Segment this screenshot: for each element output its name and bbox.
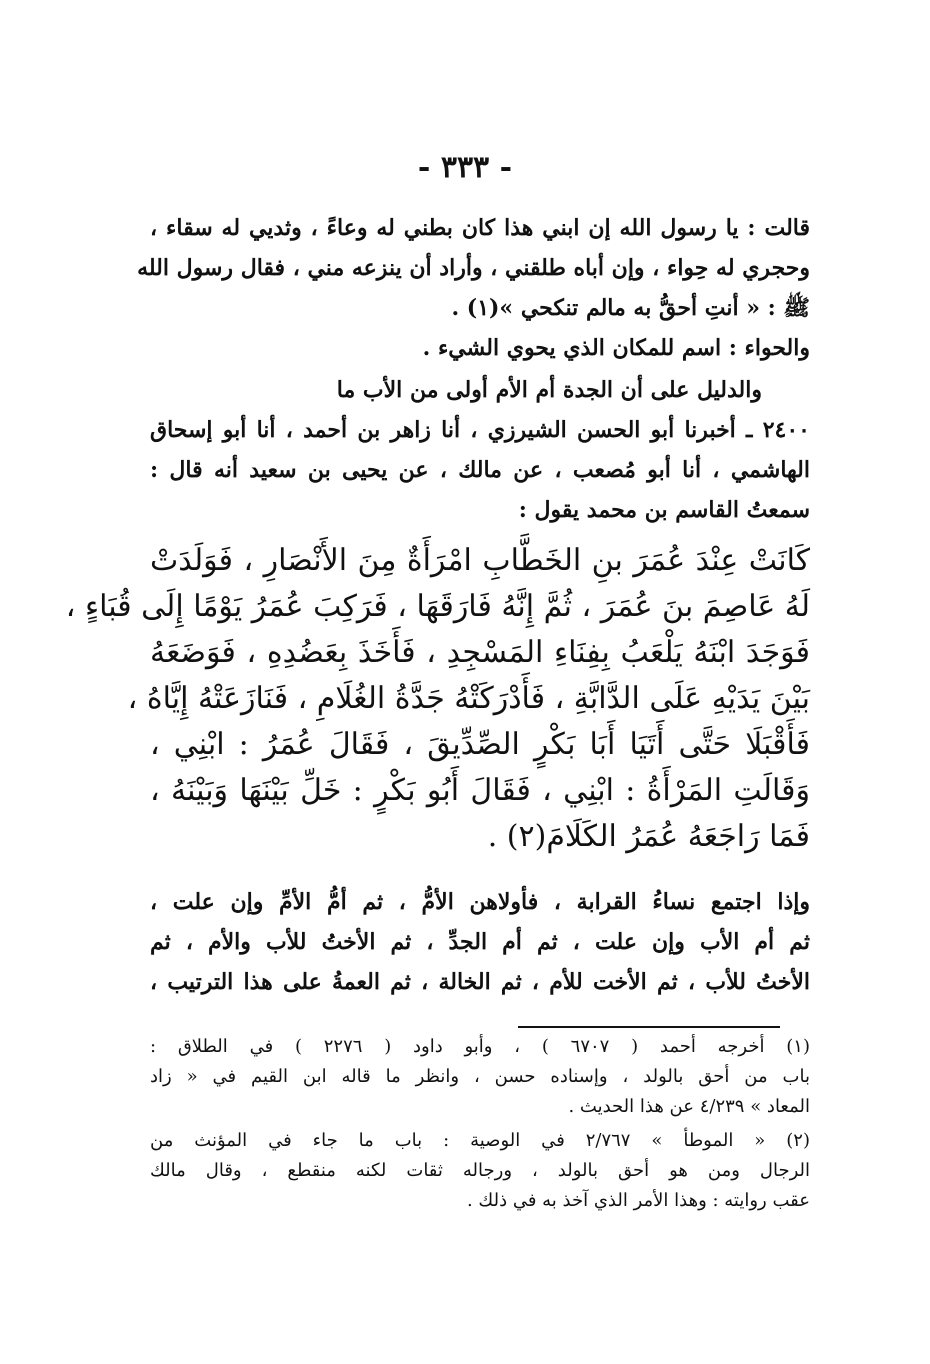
- footnote-line: الرجال ومن هو أحق بالولد ، ورجاله ثقات لكنه منقطع ، وقال مالك: [150, 1160, 810, 1181]
- hadith-line: لَهُ عَاصِمَ بنَ عُمَرَ ، ثُمَّ إِنَّهُ فَارَقَهَا ، فَرَكِبَ عُمَرُ يَوْمًا إِلَى قُبَاءٍ ،: [65, 589, 810, 624]
- text-line: سمعتُ القاسم بن محمد يقول :: [518, 497, 810, 523]
- footnote-line: (١) أخرجه أحمد ( ٦٧٠٧ ) ، وأبو داود ( ٢٢٧٦ ) في الطلاق :: [150, 1036, 810, 1057]
- hadith-line: بَيْنَ يَدَيْهِ عَلَى الدَّابَّةِ ، فَأَدْرَكَتْهُ جَدَّةُ الغُلَامِ ، فَنَازَعَتْهُ إِيَّاهُ ،: [127, 681, 810, 716]
- footnote-separator: [518, 1026, 780, 1028]
- paragraph-order-of-custody: [150, 882, 810, 1002]
- hadith-line: فَمَا رَاجَعَهُ عُمَرُ الكَلَامَ(٢) .: [487, 819, 810, 854]
- hadith-line: وَقَالَتِ المَرْأَةُ : ابْنِي ، فَقَالَ أَبُو بَكْرٍ : خَلِّ بَيْنَهَا وَبَيْنَهُ ،: [150, 773, 810, 808]
- text-line: ثم أم الأب وإن علت ، ثم أم الجدِّ ، ثم الأختُ للأب والأم ، ثم: [150, 929, 810, 955]
- text-line: وإذا اجتمع نساءُ القرابة ، فأولاهن الأمُّ ، ثم أمُّ الأمِّ وإن علت ،: [150, 889, 810, 915]
- text-line: ٢٤٠٠ ـ أخبرنا أبو الحسن الشيرزي ، أنا زاهر بن أحمد ، أنا أبو إسحاق: [150, 417, 810, 443]
- footnote-2: [150, 1126, 810, 1216]
- footnote-1: [150, 1032, 810, 1122]
- footnote-line: باب من أحق بالولد ، وإسناده حسن ، وانظر ما قاله ابن القيم في « زاد: [150, 1066, 810, 1087]
- text-line: الهاشمي ، أنا أبو مُصعب ، عن مالك ، عن يحيى بن سعيد أنه قال :: [150, 457, 810, 483]
- text-line: وحجري له حِواء ، وإن أباه طلقني ، وأراد أن ينزعه مني ، فقال رسول الله: [137, 255, 810, 281]
- text-line: ﷺ : « أنتِ أحقُّ به مالم تنكحي »(١) .: [451, 295, 810, 321]
- text-line: والدليل على أن الجدة أم الأم أولى من الأب ما: [336, 377, 762, 403]
- footnote-line: المعاد » ٤/٢٣٩ عن هذا الحديث .: [568, 1096, 810, 1117]
- text-line: والحواء : اسم للمكان الذي يحوي الشيء .: [422, 335, 810, 361]
- hadith-line: فَوَجَدَ ابْنَهُ يَلْعَبُ بِفِنَاءِ المَسْجِدِ ، فَأَخَذَ بِعَضُدِهِ ، فَوَضَعَهُ: [150, 635, 810, 670]
- paragraph-evidence-intro: [150, 370, 810, 410]
- hadith-line: فَأَقْبَلَا حَتَّى أَتَيَا أَبَا بَكْرٍ الصِّدِّيقَ ، فَقَالَ عُمَرُ : ابْنِي ،: [150, 727, 810, 762]
- footnote-line: (٢) « الموطأ » ٢/٧٦٧ في الوصية : باب ما جاء في المؤنث من: [150, 1130, 810, 1151]
- text-line: قالت : يا رسول الله إن ابني هذا كان بطني له وعاءً ، وثديي له سقاء ،: [150, 215, 810, 241]
- paragraph-isnad: [150, 410, 810, 530]
- footnote-line: عقب روايته : وهذا الأمر الذي آخذ به في ذلك .: [466, 1190, 810, 1211]
- paragraph-definition: [150, 328, 810, 368]
- paragraph-mother-claim: [137, 208, 810, 328]
- hadith-text: [65, 538, 810, 860]
- text-line: الأختُ للأب ، ثم الأخت للأم ، ثم الخالة ، ثم العمةُ على هذا الترتيب ،: [150, 969, 810, 995]
- page-number: - ٣٣٣ -: [417, 150, 513, 185]
- hadith-line: كَانَتْ عِنْدَ عُمَرَ بنِ الخَطَّابِ امْرَأَةٌ مِنَ الأَنْصَارِ ، فَوَلَدَتْ: [150, 543, 810, 578]
